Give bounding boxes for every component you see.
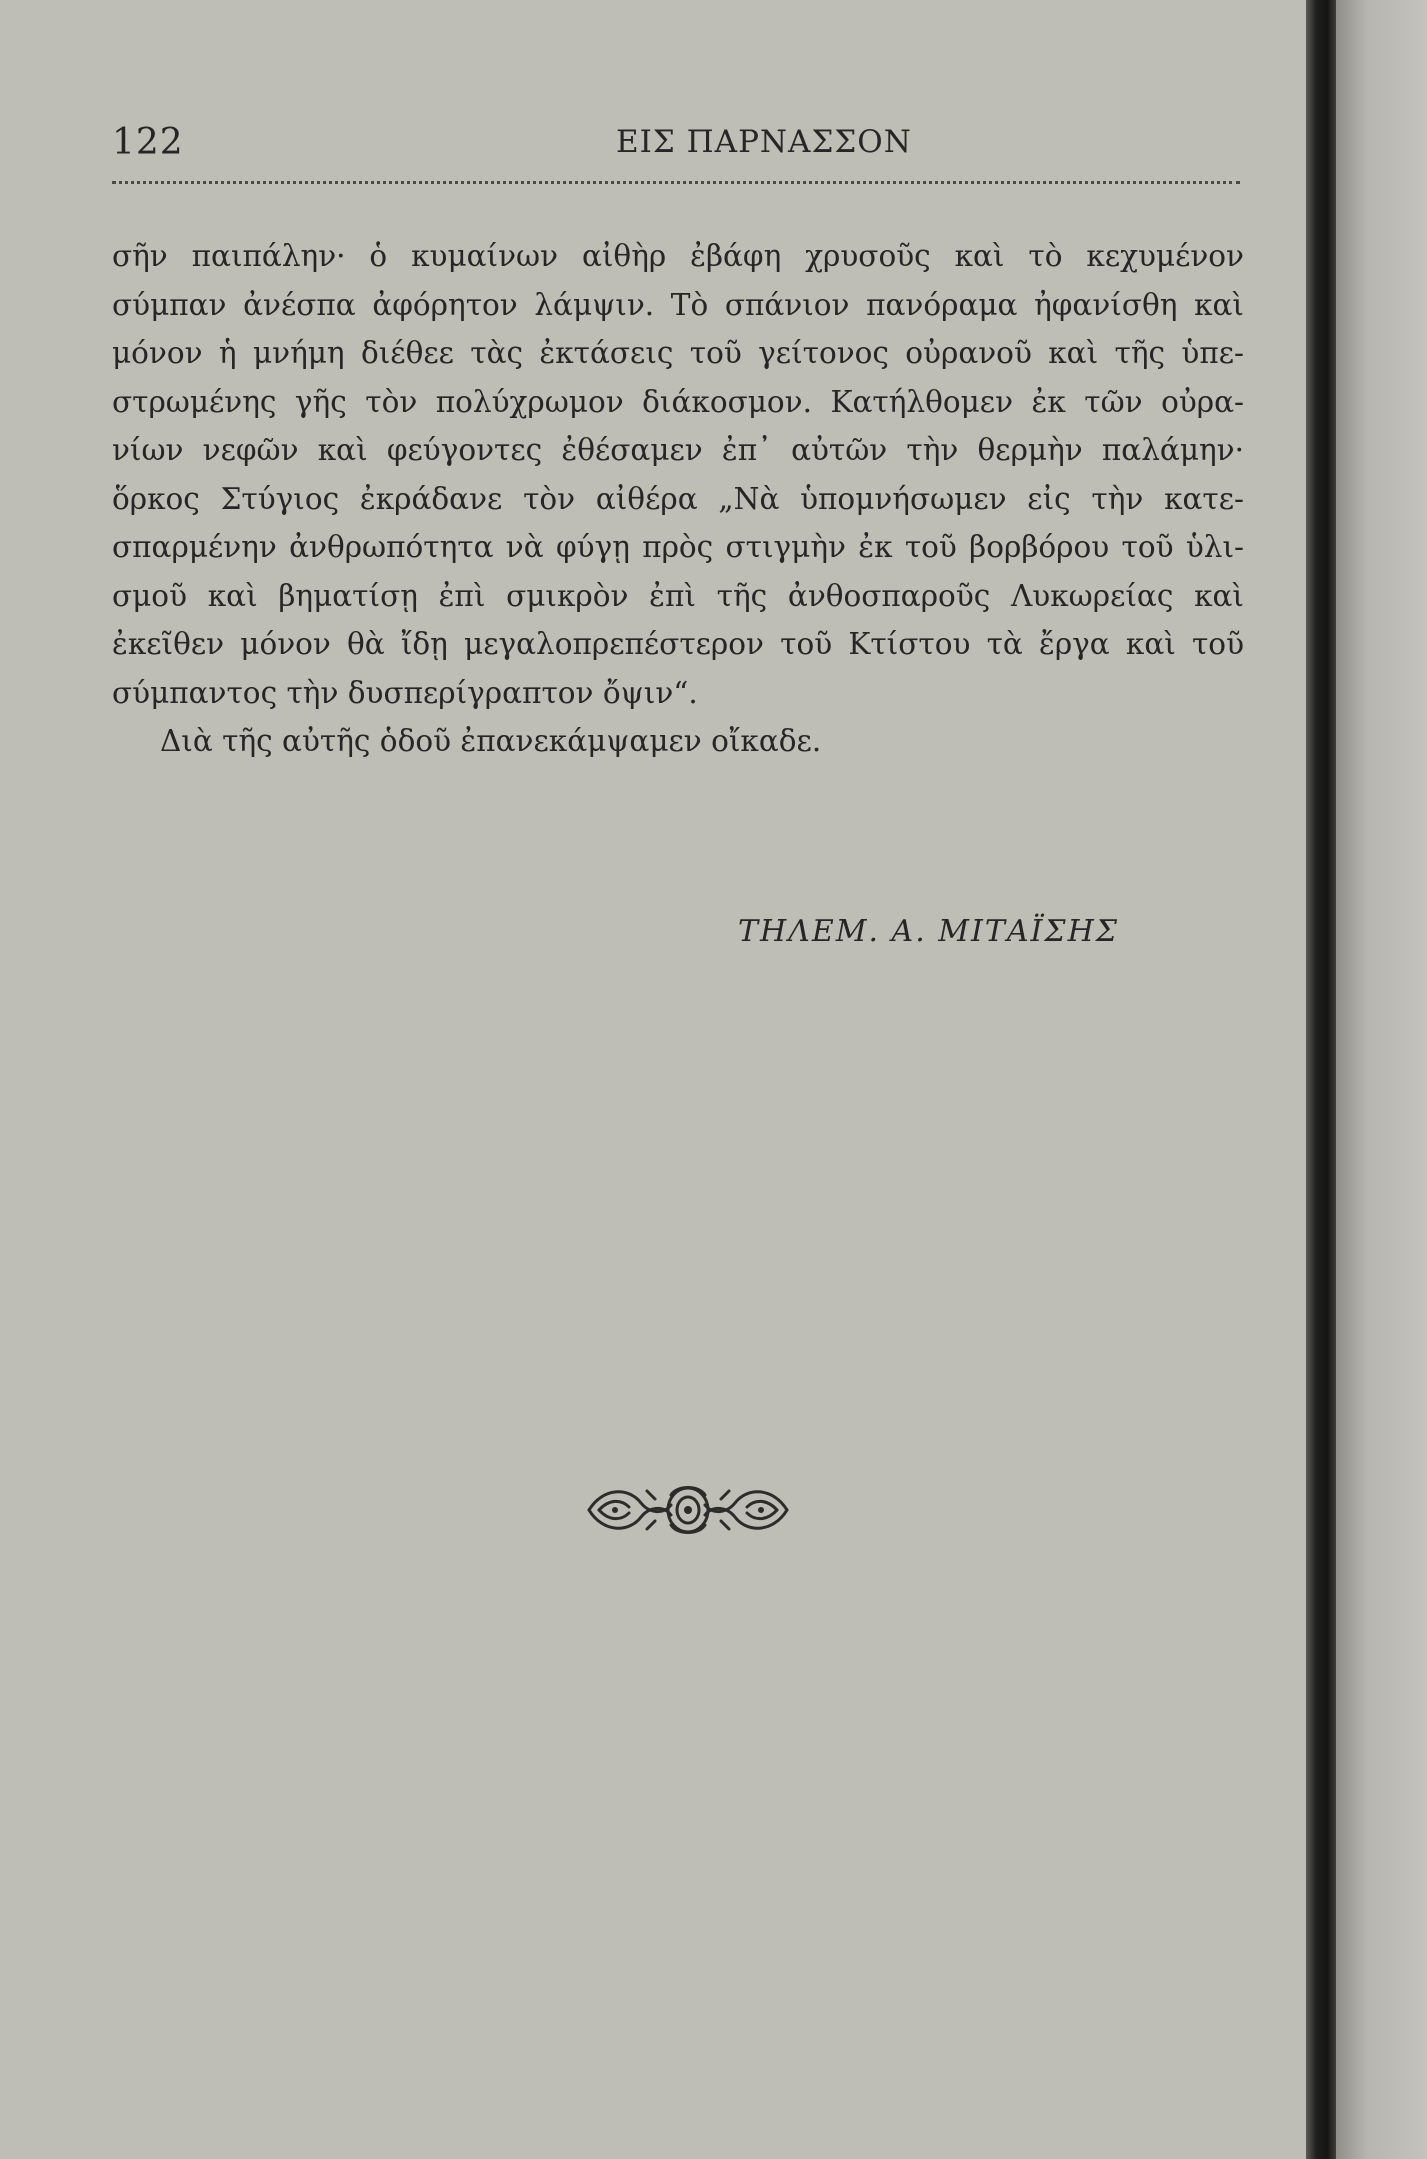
- text-line: μόνον ἡ μνήμη διέθεε τὰς ἐκτάσεις τοῦ γείτονος οὐρανοῦ καὶ τῆς ὑπε-: [112, 336, 1244, 370]
- header-rule: [112, 181, 1240, 184]
- text-line: στρωμένης γῆς τὸν πολύχρωμον διάκοσμον. Κατήλθομεν ἐκ τῶν οὐρα-: [112, 384, 1244, 419]
- page-header: [112, 122, 1242, 172]
- decorative-tailpiece-icon: [585, 1479, 791, 1541]
- text-line: σπαρμένην ἀνθρωπότητα νὰ φύγῃ πρὸς στιγμὴν ἐκ τοῦ βορβόρου τοῦ ὑλι-: [112, 530, 1244, 564]
- text-line: ὅρκος Στύγιος ἐκράδανε τὸν αἰθέρα „Νὰ ὑπομνήσωμεν εἰς τὴν κατε-: [112, 481, 1244, 516]
- body-text: [112, 232, 1244, 766]
- text-line: νίων νεφῶν καὶ φεύγοντες ἐθέσαμεν ἐπ᾽ αὐτῶν τὴν θερμὴν παλάμην·: [112, 433, 1244, 467]
- page-number: 122: [112, 122, 184, 163]
- book-gutter: [1306, 0, 1336, 2159]
- text-line: σύμπαντος τὴν δυσπερίγραπτον ὄψιν“.: [112, 675, 698, 710]
- text-line: σῆν παιπάλην· ὁ κυμαίνων αἰθὴρ ἐβάφη χρυσοῦς καὶ τὸ κεχυμένον: [112, 239, 1244, 273]
- text-line-paragraph-start: Διὰ τῆς αὐτῆς ὁδοῦ ἐπανεκάμψαμεν οἴκαδε.: [160, 724, 822, 758]
- text-line: ἐκεῖθεν μόνον θὰ ἴδῃ μεγαλοπρεπέστερον τοῦ Κτίστου τὰ ἔργα καὶ τοῦ: [112, 627, 1244, 661]
- running-title: ΕΙΣ ΠΑΡΝΑΣΣΟΝ: [616, 124, 912, 160]
- author-signature: ΤΗΛΕΜ. Α. ΜΙΤΑΪΣΗΣ: [738, 914, 1119, 949]
- text-line: σύμπαν ἀνέσπα ἀφόρητον λάμψιν. Τὸ σπάνιον πανόραμα ἠφανίσθη καὶ: [112, 287, 1244, 322]
- facing-page-edge: [1336, 0, 1427, 2159]
- text-line: σμοῦ καὶ βηματίσῃ ἐπὶ σμικρὸν ἐπὶ τῆς ἀνθοσπαροῦς Λυκωρείας καὶ: [112, 578, 1244, 613]
